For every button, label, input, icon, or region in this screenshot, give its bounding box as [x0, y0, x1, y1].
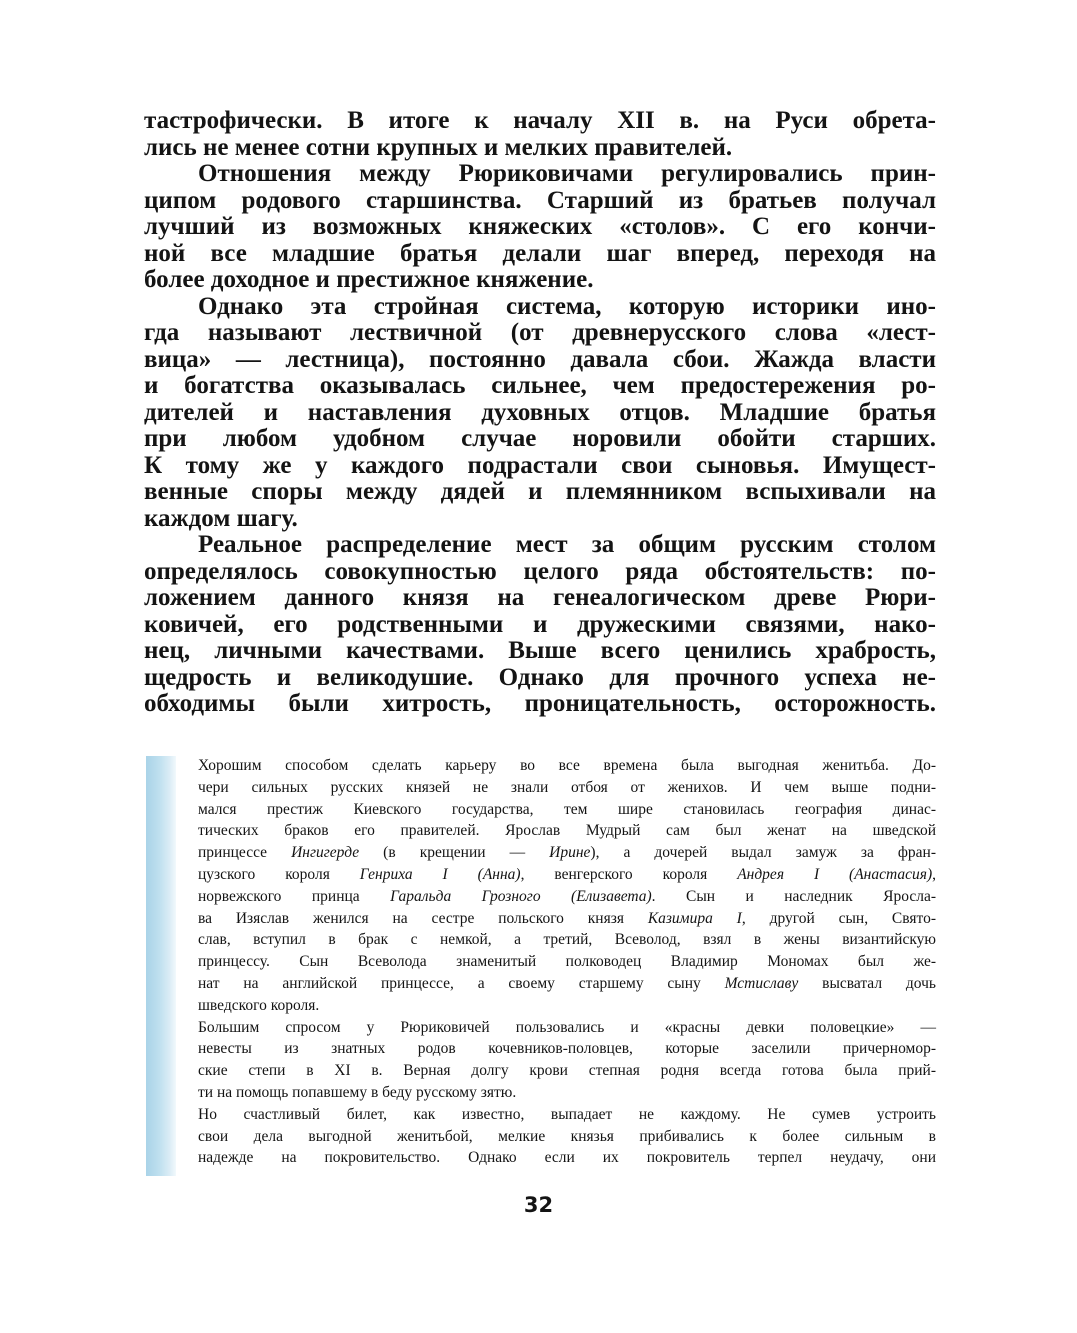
sidebar-text-line: принцессе Ингигерде (в крещении — Ирине), а дочерей выдал замуж за фран-: [198, 844, 936, 862]
main-text-line: и богатства оказывалась сильнее, чем предостережения ро-: [144, 372, 936, 399]
main-text-line: дителей и наставления духовных отцов. Младшие братья: [144, 398, 936, 426]
main-text-line: лучший из возможных княжеских «столов». С его кончи-: [144, 213, 936, 240]
sidebar-text-line: свои дела выгодной женитьбой, мелкие князья прибивались к более сильным в: [198, 1127, 936, 1145]
main-text-line: определялось совокупностью целого ряда обстоятельств: по-: [144, 557, 936, 585]
main-text-line: К тому же у каждого подрастали свои сыновья. Имущест-: [144, 451, 936, 479]
sidebar-text-line: ские степи в XI в. Верная долгу крови степная родня всегда готова была прий-: [198, 1062, 936, 1080]
sidebar-text-line: ти на помощь попавшему в беду русскому зятю.: [198, 1083, 517, 1101]
sidebar-text-line: Но счастливый билет, как известно, выпадает не каждому. Не сумев устроить: [198, 1105, 936, 1123]
main-text-line: ной все младшие братья делали шаг вперед, переходя на: [144, 239, 936, 267]
sidebar-text-box: [198, 755, 936, 1169]
sidebar-text-line: Большим спросом у Рюриковичей пользовались и «красны девки половецкие» —: [198, 1018, 936, 1036]
sidebar-text-line: нат на английской принцессе, а своему старшему сыну Мстиславу высватал дочь: [198, 974, 936, 992]
main-text-line: ковичей, его родственными и дружескими связями, нако-: [144, 610, 936, 638]
main-text-line: обходимы были хитрость, проницательность, осторожность.: [144, 690, 936, 717]
main-text-line: нец, личными качествами. Выше всего ценились храбрость,: [144, 637, 936, 664]
sidebar-text-line: ва Изяслав женился на сестре польского князя Казимира I, другой сын, Свято-: [198, 909, 936, 927]
sidebar-text-line: тических браков его правителей. Ярослав Мудрый сам был женат на шведской: [198, 822, 936, 840]
main-text-line: более доходное и престижное княжение.: [144, 266, 594, 293]
sidebar-text-line: надежде на покровительство. Однако если их покровитель терпел неудачу, они: [198, 1149, 936, 1167]
main-text-line: Отношения между Рюриковичами регулировались прин-: [198, 160, 936, 187]
sidebar-text-line: Хорошим способом сделать карьеру во все времена была выгодная женитьба. До-: [198, 757, 936, 774]
sidebar-accent-bar: [146, 756, 176, 1176]
main-text-line: вица» — лестница), постоянно давала сбои. Жажда власти: [144, 345, 936, 373]
main-text-line: ложением данного князя на генеалогическом древе Рюри-: [144, 584, 936, 611]
sidebar-text-line: норвежского принца Гаральда Грозного (Елизавета). Сын и наследник Яросла-: [198, 887, 936, 905]
main-text-line: Реальное распределение мест за общим русским столом: [198, 531, 936, 558]
main-text-line: ципом родового старшинства. Старший из братьев получал: [144, 186, 936, 214]
main-text-line: тастрофически. В итоге к началу XII в. на Руси обрета-: [144, 107, 936, 134]
main-text-line: гда называют лествичной (от древнерусского слова «лест-: [144, 319, 936, 346]
sidebar-text-line: слав, вступил в брак с немкой, а третий, Всеволод, взял в жены византийскую: [198, 931, 936, 949]
main-text-line: венные споры между дядей и племянником вспыхивали на: [144, 478, 936, 505]
sidebar-text-line: мался престиж Киевского государства, тем шире становилась география динас-: [198, 800, 936, 818]
sidebar-text-line: чери сильных русских князей не знали отбоя от женихов. И чем выше подни-: [198, 778, 936, 796]
sidebar-text-line: шведского короля.: [198, 996, 320, 1014]
main-text-line: щедрость и великодушие. Однако для прочного успеха не-: [144, 663, 936, 691]
sidebar-text-line: цузского короля Генриха I (Анна), венгерского короля Андрея I (Анастасия),: [198, 865, 936, 883]
sidebar-text-line: невесты из знатных родов кочевников-половцев, которые заселили причерномор-: [198, 1040, 936, 1058]
sidebar-text-line: принцессу. Сын Всеволода знаменитый полководец Владимир Мономах был же-: [198, 953, 936, 971]
page-number: 32: [523, 1193, 554, 1217]
main-text: [144, 108, 936, 718]
main-text-line: каждом шагу.: [144, 504, 298, 532]
main-text-line: при любом удобном случае норовили обойти старших.: [144, 425, 936, 452]
main-text-line: Однако эта стройная система, которую историки ино-: [198, 292, 936, 320]
main-text-line: лись не менее сотни крупных и мелких правителей.: [144, 133, 733, 161]
